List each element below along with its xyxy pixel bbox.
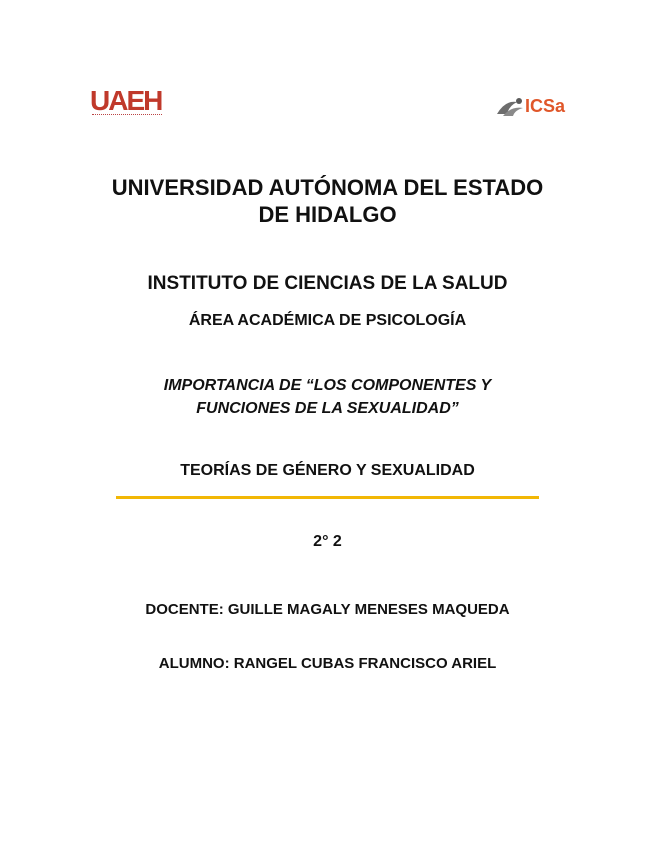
icsa-emblem-icon bbox=[495, 96, 525, 118]
course-name: TEORÍAS DE GÉNERO Y SEXUALIDAD bbox=[180, 462, 475, 479]
institute-name: INSTITUTO DE CIENCIAS DE LA SALUD bbox=[147, 273, 508, 294]
uaeh-logo-text: UAEH bbox=[90, 85, 162, 116]
icsa-logo-text: ICSa bbox=[525, 96, 566, 116]
academic-area: ÁREA ACADÉMICA DE PSICOLOGÍA bbox=[188, 312, 467, 329]
uaeh-logo-tagline bbox=[92, 114, 162, 118]
divider-rule bbox=[116, 496, 539, 499]
university-name-line2: DE HIDALGO bbox=[258, 202, 397, 227]
student-line: ALUMNO: RANGEL CUBAS FRANCISCO ARIEL bbox=[158, 655, 497, 672]
university-name-line1: UNIVERSIDAD AUTÓNOMA DEL ESTADO bbox=[111, 175, 544, 200]
icsa-logo bbox=[495, 94, 567, 120]
uaeh-logo bbox=[90, 86, 170, 122]
teacher-line: DOCENTE: GUILLE MAGALY MENESES MAQUEDA bbox=[145, 601, 510, 618]
group-number: 2° 2 bbox=[313, 533, 342, 550]
assignment-title-line1: IMPORTANCIA DE “LOS COMPONENTES Y bbox=[163, 377, 492, 394]
assignment-title-line2: FUNCIONES DE LA SEXUALIDAD” bbox=[196, 400, 459, 417]
